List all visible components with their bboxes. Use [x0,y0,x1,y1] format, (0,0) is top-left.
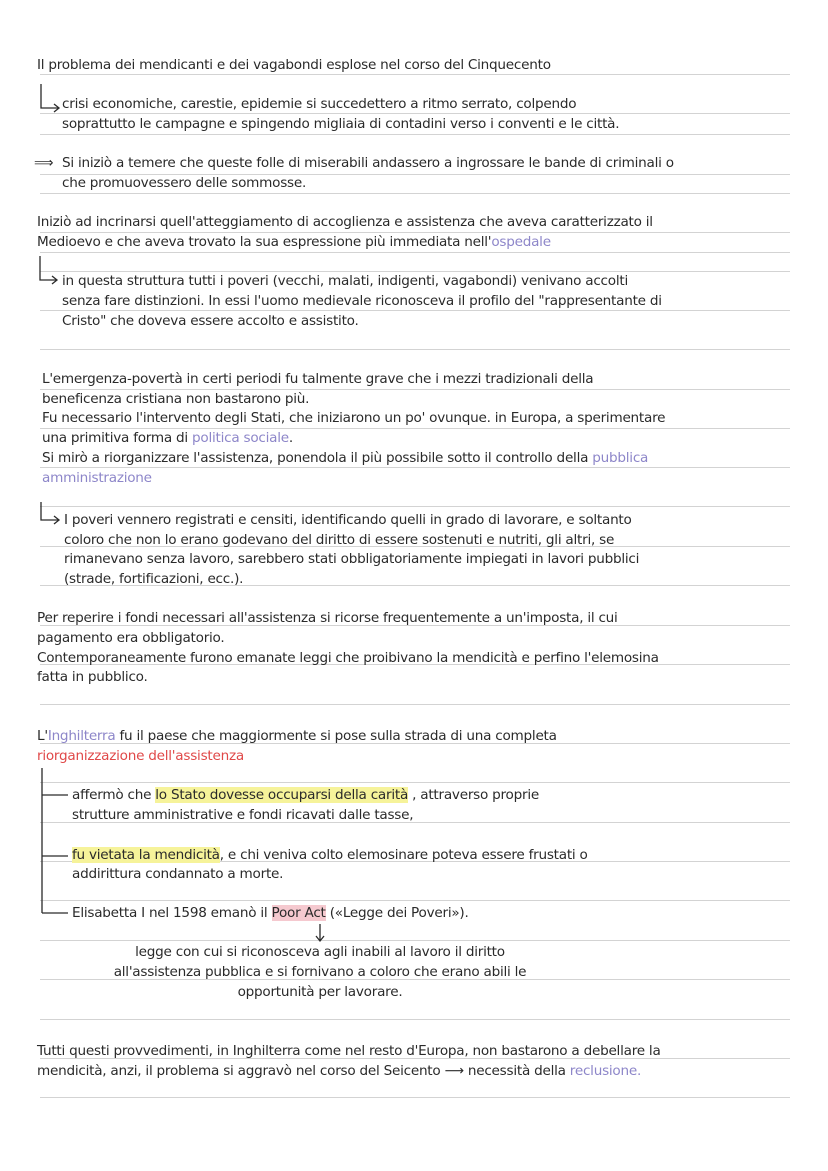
note-line: pagamento era obbligatorio. [37,630,225,646]
note-line: all'assistenza pubblica e si fornivano a coloro che erano abili le [113,964,527,980]
note-line: legge con cui si riconosceva agli inabili al lavoro il diritto [135,944,505,960]
double-arrow-icon: ⟹ [34,155,54,171]
note-line: L'emergenza-povertà in certi periodi fu talmente grave che i mezzi tradizionali della [42,371,594,387]
keyword-inghilterra: Inghilterra [47,728,116,744]
note-line: Si iniziò a temere che queste folle di miserabili andassero a ingrossare le bande di criminali o [62,155,674,171]
note-line: Contemporaneamente furono emanate leggi che proibivano la mendicità e perfino l'elemosina [37,650,659,666]
highlight-vietata-mendicita: fu vietata la mendicità [72,847,220,863]
keyword-politica-sociale: politica sociale [192,430,289,446]
note-line: senza fare distinzioni. In essi l'uomo medievale riconosceva il profilo del "rappresentante di [62,293,662,309]
keyword-pubblica: pubblica [592,450,649,466]
note-line: opportunità per lavorare. [237,984,403,1000]
note-line: crisi economiche, carestie, epidemie si succedettero a ritmo serrato, colpendo [62,96,577,112]
note-line: I poveri vennero registrati e censiti, identificando quelli in grado di lavorare, e soltanto [64,512,632,528]
keyword-amministrazione: amministrazione [42,470,152,486]
keyword-ospedale: ospedale [491,234,551,250]
note-line: Iniziò ad incrinarsi quell'atteggiamento di accoglienza e assistenza che aveva caratterizzato il [37,214,653,230]
note-line: coloro che non lo erano godevano del diritto di essere sostenuti e nutriti, gli altri, se [64,532,615,548]
note-line: in questa struttura tutti i poveri (vecchi, malati, indigenti, vagabondi) venivano accolti [62,273,628,289]
note-line: Tutti questi provvedimenti, in Inghilterra come nel resto d'Europa, non bastarono a debellare la [37,1043,661,1059]
note-line: Per reperire i fondi necessari all'assistenza si ricorse frequentemente a un'imposta, il cui [37,610,618,626]
note-line: Il problema dei mendicanti e dei vagabondi esplose nel corso del Cinquecento [37,57,551,73]
note-line: (strade, fortificazioni, ecc.). [64,571,244,587]
note-line: L'Inghilterra fu il paese che maggiormente si pose sulla strada di una completa [37,728,557,744]
note-line: che promuovessero delle sommosse. [62,175,307,191]
branch-item: affermò che lo Stato dovesse occuparsi della carità , attraverso proprie [72,787,539,803]
branch-item: addirittura condannato a morte. [72,866,284,882]
hook-arrow-icon [40,256,56,280]
note-line: una primitiva forma di politica sociale. [42,430,293,446]
note-line: soprattutto le campagne e spingendo migliaia di contadini verso i conventi e le città. [62,116,620,132]
note-line: fatta in pubblico. [37,669,148,685]
note-line: beneficenza cristiana non bastarono più. [42,391,310,407]
arrow-right-icon: ⟶ [444,1063,464,1079]
note-line: Cristo" che doveva essere accolto e assistito. [62,313,359,329]
highlight-poor-act: Poor Act [271,905,326,921]
note-line: Si mirò a riorganizzare l'assistenza, ponendola il più possibile sotto il controllo della pubblica [42,450,649,466]
note-line: Fu necessario l'intervento degli Stati, che iniziarono un po' ovunque. in Europa, a sperimentare [42,410,666,426]
branch-item: fu vietata la mendicità, e chi veniva colto elemosinare poteva essere frustati o [72,847,588,863]
note-line: Medioevo e che aveva trovato la sua espressione più immediata nell'ospedale [37,234,551,250]
keyword-reclusione: reclusione [569,1063,637,1079]
note-line: mendicità, anzi, il problema si aggravò nel corso del Seicento ⟶ necessità della reclusione. [37,1063,642,1079]
branch-item: Elisabetta I nel 1598 emanò il Poor Act («Legge dei Poveri»). [72,905,469,921]
note-line: rimanevano senza lavoro, sarebbero stati obbligatoriamente impiegati in lavori pubblici [64,551,640,567]
branch-item: strutture amministrative e fondi ricavati dalle tasse, [72,807,414,823]
highlight-stato-carita: lo Stato dovesse occuparsi della carità [155,787,409,803]
keyword-riorganizzazione: riorganizzazione dell'assistenza [37,748,244,764]
